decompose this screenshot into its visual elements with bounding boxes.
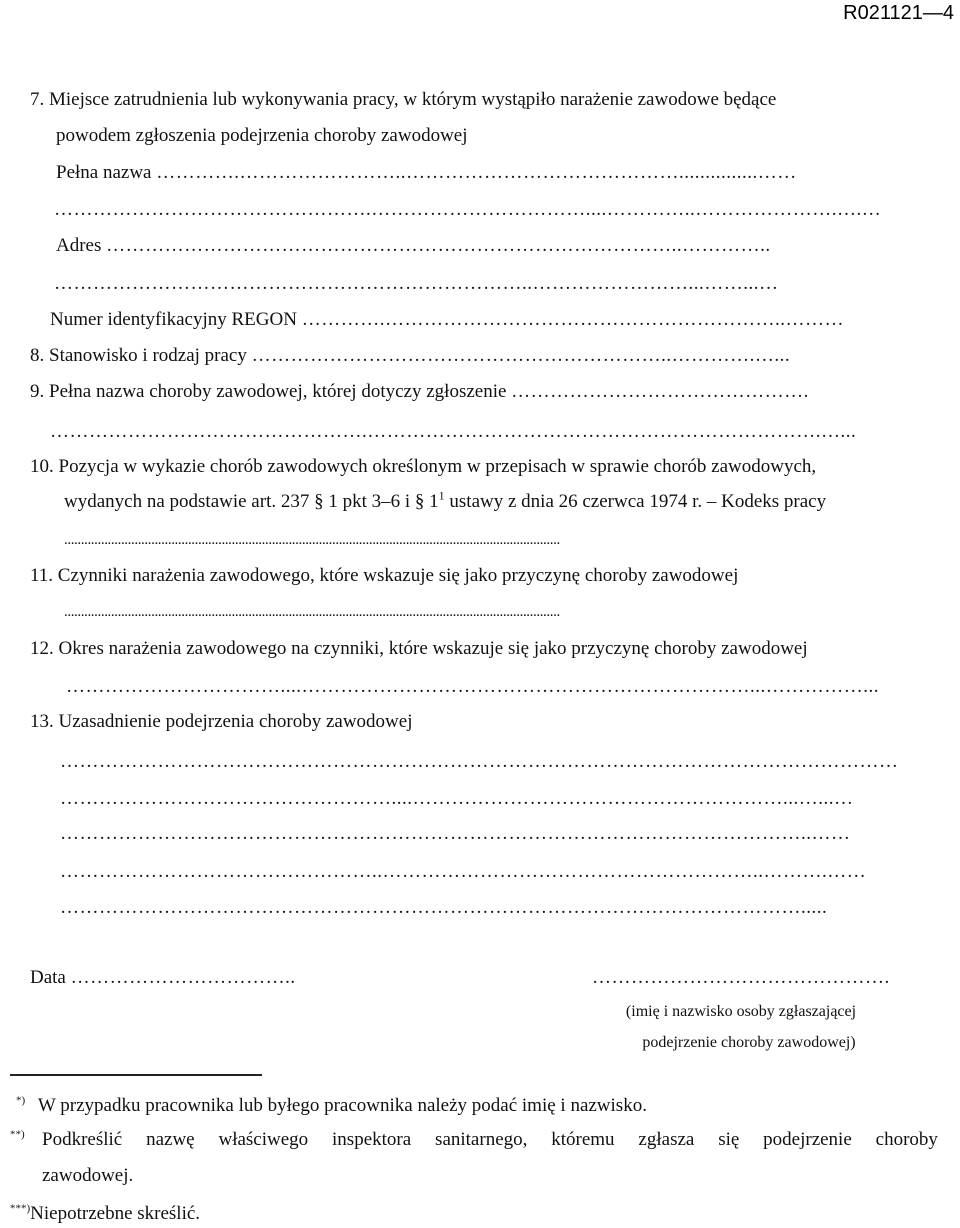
item-12-field[interactable]: ……………………………....……………………………………………………………...……………... (66, 676, 879, 697)
item-13-field-1[interactable]: ………………………………………………………………………………………………………………… (60, 751, 899, 772)
item-11-label: 11. Czynniki narażenia zawodowego, które wskazuje się jako przyczynę choroby zawodowej (30, 565, 739, 586)
signature-caption-line2: podejrzenie choroby zawodowej) (642, 1034, 856, 1051)
footnote-2-word: sanitarnego, (435, 1129, 528, 1150)
item-11-field[interactable]: .................................................................................................................................................... (64, 604, 560, 620)
item-13-field-2[interactable]: ……………………………………………....…………………………………………………...…...… (60, 788, 854, 809)
item-13-field-4[interactable]: …………………………………………..…………………………………………………..……….…… (60, 861, 867, 882)
footnote-2-word: inspektora (332, 1129, 412, 1150)
item-7-address (56, 234, 771, 258)
item-13-field-5[interactable]: ……………………………………………………………………………………………………..... (60, 897, 828, 918)
item-7-line2: powodem zgłoszenia podejrzenia choroby zawodowej (56, 125, 468, 146)
item-13-field-3[interactable]: ……………………………………………………………………………………………………..…… (60, 823, 851, 844)
item-7-address-label: Adres (56, 235, 102, 256)
footnote-2-word: podejrzenie (763, 1129, 852, 1150)
footnote-2-word: się (718, 1129, 740, 1150)
date-label: Data (30, 967, 66, 988)
item-8 (30, 344, 790, 368)
footnote-2-word: któremu (551, 1129, 615, 1150)
item-7-full-name-field-2[interactable]: ………………………………………….……………………………....…………..………………….….… (54, 199, 882, 220)
item-12-label: 12. Okres narażenia zawodowego na czynniki, które wskazuje się jako przyczynę choroby zawodowej (30, 638, 808, 659)
item-10-line1: 10. Pozycja w wykazie chorób zawodowych określonym w przepisach w sprawie chorób zawodowych, (30, 456, 817, 477)
item-8-field[interactable]: ………………………………………………………..………….…... (251, 345, 791, 366)
item-10-superscript: 1 (438, 488, 445, 503)
item-9-label: 9. Pełna nazwa choroby zawodowej, której dotyczy zgłoszenie (30, 381, 507, 402)
item-10-line2 (64, 490, 826, 514)
item-7-regon-field[interactable]: ………….……………………………………………………..……… (301, 309, 844, 330)
item-7-full-name-label: Pełna nazwa (56, 162, 152, 183)
page-code: R021121—4 (843, 2, 954, 24)
item-7-full-name (56, 161, 797, 185)
date-field[interactable]: …………………………….. (70, 967, 296, 988)
item-7-line1: 7. Miejsce zatrudnienia lub wykonywania pracy, w którym wystąpiło narażenie zawodowe będące (30, 89, 777, 110)
item-7-address-field-2[interactable]: ………………………………………………………………..……………………...……...… (54, 273, 779, 294)
item-9-field-2[interactable]: ………………………………………….…………………………………………………………….…... (50, 421, 857, 442)
footnote-1-text: W przypadku pracownika lub byłego pracownika należy podać imię i nazwisko. (37, 1095, 647, 1116)
footnote-2-word: Podkreślić (42, 1129, 123, 1150)
item-10-line2-post: ustawy z dnia 26 czerwca 1974 r. – Kodeks pracy (444, 491, 827, 512)
footnote-3-mark: ***) (10, 1202, 31, 1215)
item-10-field[interactable]: .................................................................................................................................................... (64, 532, 560, 548)
item-9-field[interactable]: ………………………………………. (511, 381, 809, 402)
item-7-full-name-field[interactable]: ………….……………………..……………………………………...............…… (156, 162, 797, 183)
item-13-label: 13. Uzasadnienie podejrzenia choroby zawodowej (30, 711, 413, 732)
signature-field[interactable]: ………………………………………. (592, 967, 890, 988)
footnote-3 (10, 1202, 200, 1226)
footnote-2-mark-wrap (10, 1128, 25, 1152)
footnote-2-line2: zawodowej. (42, 1165, 134, 1186)
footnote-1-mark: *) (16, 1094, 26, 1107)
footnote-2-mark: **) (10, 1128, 25, 1141)
footnote-2-word: właściwego (218, 1129, 309, 1150)
item-7-regon (50, 308, 844, 332)
footnote-1 (16, 1094, 647, 1118)
footnote-2-word: zgłasza (638, 1129, 695, 1150)
footnote-3-text: Niepotrzebne skreślić. (30, 1203, 201, 1224)
item-9 (30, 380, 809, 404)
item-7-address-field[interactable]: ……………………………………………………………………………..………….. (106, 235, 771, 256)
item-10-line2-pre: wydanych na podstawie art. 237 § 1 pkt 3–6 i § 1 (64, 491, 439, 512)
footnote-2-word: nazwę (146, 1129, 195, 1150)
footnote-separator (10, 1074, 262, 1076)
item-7-regon-label: Numer identyfikacyjny REGON (50, 309, 297, 330)
item-8-label: 8. Stanowisko i rodzaj pracy (30, 345, 247, 366)
footnote-2-line1 (42, 1128, 938, 1152)
footnote-2-word: choroby (875, 1129, 938, 1150)
signature-caption-line1: (imię i nazwisko osoby zgłaszającej (625, 1003, 857, 1020)
date-row (30, 966, 296, 990)
